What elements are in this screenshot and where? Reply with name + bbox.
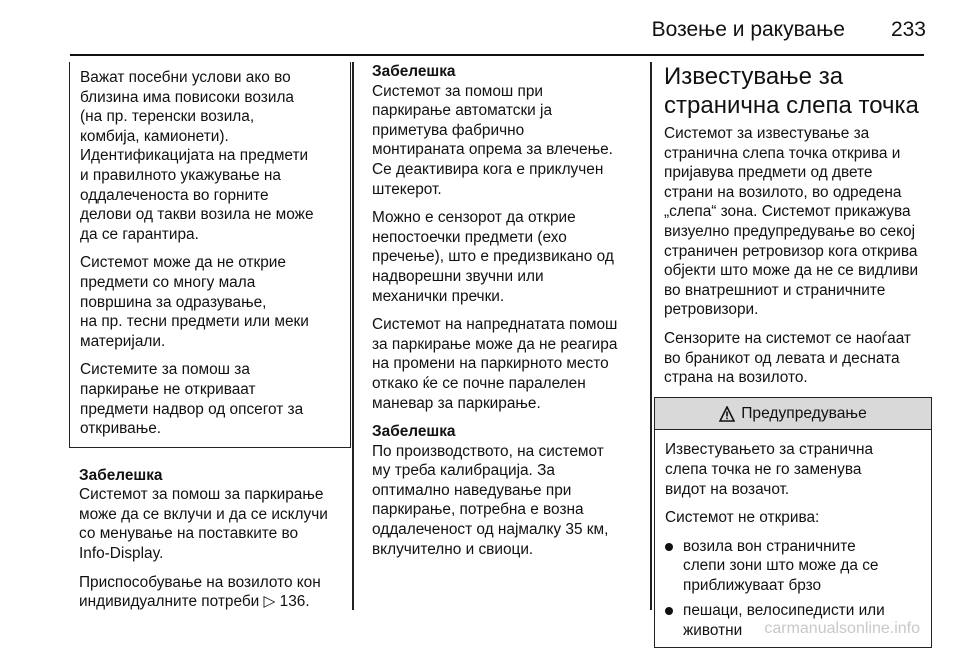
box-paragraph-3: Системите за помош за паркирање не откриваат предмети надвор од опсегот за откривање. [80, 361, 304, 438]
list-item-text: пешаци, велосипедисти или животни [683, 602, 885, 640]
warning-paragraph-2: Системот не открива: [665, 509, 820, 527]
page-number: 233 [890, 18, 926, 41]
paragraph-sensors: Сензорите на системот се наоѓаат во браникот од левата и десната страна на возилото. [664, 329, 911, 387]
paragraph-echo: Можно е сензорот да открие непостоечки предмети (ехо пречење), што е предизвикано од надворешни звучни или механички пречки. [372, 209, 614, 305]
list-item-text: возила вон страничните слепи зони што може да се приближуваат брзо [683, 537, 879, 594]
note1-text: Системот за помош при паркирање автоматски ја приметува фабрично монтираната опрема за влечење. Се деактивира кога е приклучен штекерот. [372, 82, 613, 198]
section-heading: Известување за странична слепа точка [664, 63, 919, 119]
watermark: carmanualsonline.info [764, 620, 920, 637]
list-item [665, 537, 921, 596]
warning-title: Предупредување [741, 404, 867, 422]
warning-body [655, 430, 931, 640]
box-paragraph-1: Важат посебни услови ако во близина има повисоки возила (на пр. теренски возила, комбија, камионети). Идентификацијата на предмети и правилното укажување на оддалеченоста во горните делови од такви возила не може да се гарантира. [80, 69, 314, 243]
personalisation-paragraph [79, 573, 351, 612]
paragraph-advanced-assist: Системот на напреднатата помош за паркирање може да не реагира на промени на паркирното место откако ќе се почне паралелен маневар за паркирање. [372, 316, 618, 412]
note-text: Системот за помош за паркирање може да се вклучи и да се исклучи со менување на поставките во Info-Display. [79, 486, 328, 563]
bullet-icon [665, 607, 673, 615]
caution-box [69, 62, 351, 448]
column-divider-2 [650, 62, 652, 610]
bullet-icon [665, 543, 673, 551]
note2-title: Забелешка [372, 423, 456, 441]
box-paragraph-2: Системот може да не открие предмети со многу мала површина за одразување, на пр. тесни предмети или меки материјали. [80, 254, 309, 350]
paragraph-intro: Системот за известување за странична слепа точка открива и пријавува предмети од двете страни на возилото, во одредена „слепа“ зона. Системот прикажува визуелно предупредување во секој страничен ретровизор кога открива објекти што може да не се видливи во внатрешниот и страничните ретровизори. [664, 125, 919, 319]
note1-title: Забелешка [372, 63, 456, 80]
note2-text: По производството, на системот му треба калибрација. За оптимално наведување при паркирање, потребна е возна оддалеченост од најмалку 35 км, вклучително и свиоци. [372, 442, 609, 558]
warning-box [654, 397, 932, 648]
column-1 [79, 62, 351, 621]
column-2 [372, 62, 634, 568]
personalisation-text: Приспособување на возилото кон индивидуалните потреби [79, 573, 321, 611]
page-ref-link[interactable]: 136. [279, 593, 310, 611]
warning-header [655, 398, 931, 431]
warning-triangle-icon [719, 406, 735, 422]
column-divider-1 [352, 62, 354, 610]
warning-paragraph-1: Известувањето за странична слепа точка не го заменува видот на возачот. [665, 441, 874, 498]
page-header [652, 18, 926, 42]
column-3 [664, 62, 926, 648]
footer [0, 620, 960, 642]
page-title: Возење и ракување [651, 18, 845, 41]
note-title: Забелешка [79, 466, 163, 484]
page-ref-arrow-icon: ▷ [263, 593, 276, 611]
header-rule [70, 54, 924, 56]
